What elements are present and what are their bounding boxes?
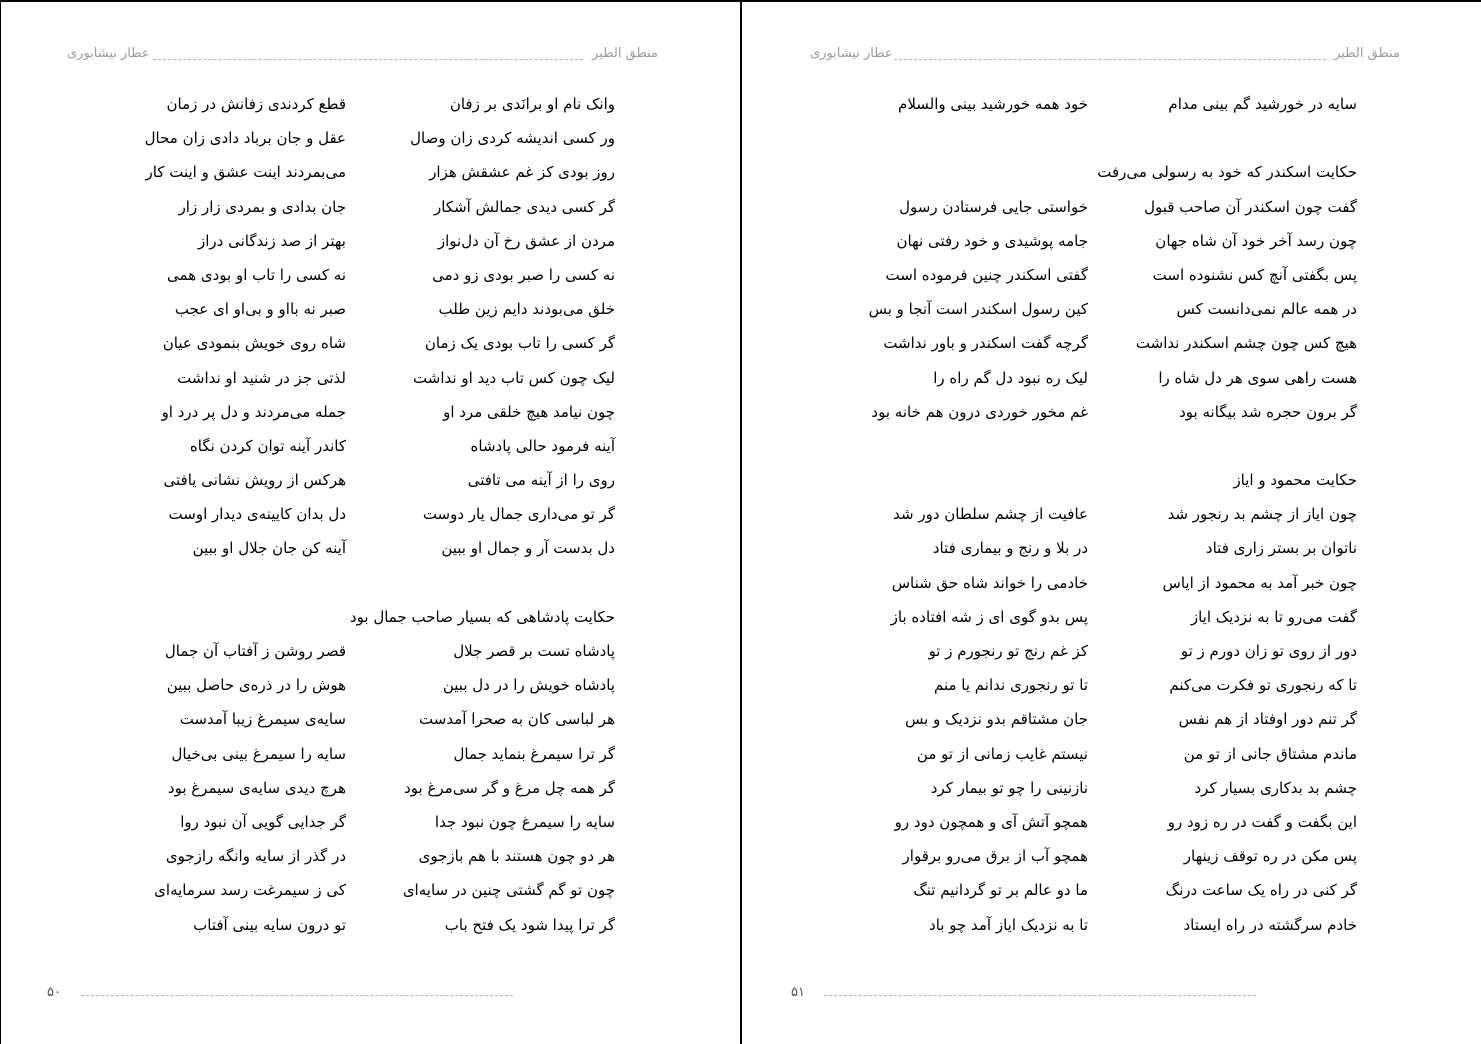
couplet bbox=[742, 396, 1481, 430]
hemistich-second: نیستم غایب زمانی از تو من bbox=[916, 744, 1088, 763]
section-heading: حکایت اسکندر که خود به رسولی می‌رفت bbox=[1097, 163, 1357, 182]
hemistich-first: هر لباسی کان به صحرا آمدست bbox=[419, 710, 615, 729]
page-left bbox=[0, 0, 740, 1044]
couplet bbox=[1, 703, 740, 737]
couplet bbox=[1, 259, 740, 293]
section-heading: حکایت پادشاهی که بسیار صاحب جمال بود bbox=[349, 607, 615, 626]
hemistich-second: هرچ دیدی سایه‌ی سیمرغ بود bbox=[167, 778, 346, 797]
hemistich-first: دل بدست آر و جمال او ببین bbox=[441, 539, 615, 558]
hemistich-first: گر ترا سیمرغ بنماید جمال bbox=[453, 744, 615, 763]
poem-body bbox=[1, 88, 740, 943]
couplet bbox=[742, 362, 1481, 396]
hemistich-second: کی ز سیمرغت رسد سرمایه‌ای bbox=[154, 881, 346, 900]
hemistich-first: روی را از آینه می تافتی bbox=[467, 471, 615, 490]
hemistich-first: خلق می‌بودند دایم زین طلب bbox=[438, 300, 615, 319]
hemistich-second: نازنینی را چو تو بیمار کرد bbox=[930, 778, 1088, 797]
hemistich-second: گرچه گفت اسکندر و باور نداشت bbox=[883, 334, 1088, 353]
section-heading: حکایت محمود و ایاز bbox=[1233, 471, 1357, 490]
couplet bbox=[742, 567, 1481, 601]
hemistich-first: گر کنی در راه یک ساعت درنگ bbox=[1165, 881, 1357, 900]
hemistich-second: شاه روی خویش بنمودی عیان bbox=[162, 334, 346, 353]
hemistich-first: گر ترا پیدا شود یک فتح باب bbox=[444, 915, 615, 934]
hemistich-first: گر کسی را تاب بودی یک زمان bbox=[424, 334, 615, 353]
hemistich-first: هیچ کس چون چشم اسکندر نداشت bbox=[1135, 334, 1357, 353]
hemistich-first: پادشاه تست بر قصر جلال bbox=[453, 642, 615, 660]
page-header bbox=[1, 46, 740, 68]
hemistich-second: لذتی جز در شنید او نداشت bbox=[177, 368, 346, 387]
hemistich-first: پادشاه خویش را در دل ببین bbox=[442, 676, 615, 695]
couplet bbox=[742, 225, 1481, 259]
section-heading-row bbox=[742, 156, 1481, 190]
footer-divider bbox=[824, 995, 1256, 996]
couplet bbox=[1, 430, 740, 464]
hemistich-second: خود همه خورشید بینی والسلام bbox=[898, 95, 1088, 113]
hemistich-second: جمله می‌مردند و دل پر درد او bbox=[161, 402, 346, 421]
hemistich-second: جان مشتاقم بدو نزدیک و بس bbox=[905, 710, 1088, 729]
couplet bbox=[1, 225, 740, 259]
page-right bbox=[740, 0, 1481, 1044]
poem-body bbox=[742, 88, 1481, 943]
couplet bbox=[1, 362, 740, 396]
couplet bbox=[742, 532, 1481, 566]
hemistich-first: چون ایاز از چشم بد رنجور شد bbox=[1167, 505, 1357, 524]
hemistich-second: هوش را در ذره‌ی حاصل ببین bbox=[166, 676, 346, 695]
couplet bbox=[1, 327, 740, 361]
hemistich-first: گفت چون اسکندر آن صاحب قبول bbox=[1144, 197, 1357, 216]
hemistich-second: نه کسی را تاب او بودی همی bbox=[167, 265, 346, 284]
hemistich-first: ور کسی اندیشه کردی زان وصال bbox=[410, 129, 615, 148]
couplet bbox=[1, 874, 740, 908]
couplet bbox=[742, 191, 1481, 225]
hemistich-second: سایه را سیمرغ بینی بی‌خیال bbox=[171, 744, 346, 763]
hemistich-second: گفتی اسکندر چنین فرموده است bbox=[885, 265, 1088, 284]
hemistich-second: قصر روشن ز آفتاب آن جمال bbox=[164, 642, 346, 660]
hemistich-first: این بگفت و گفت در ره زود رو bbox=[1167, 812, 1357, 831]
hemistich-first: چون رسد آخر خود آن شاه جهان bbox=[1155, 231, 1357, 250]
hemistich-second: کین رسول اسکندر است آنجا و بس bbox=[868, 300, 1088, 319]
couplet bbox=[742, 738, 1481, 772]
hemistich-second: آینه کن جان جلال او ببین bbox=[192, 539, 346, 558]
hemistich-second: کز غم رنج تو رنجورم ز تو bbox=[928, 642, 1088, 660]
author-name: عطار نیشابوری bbox=[67, 46, 150, 61]
hemistich-second: لیک ره نبود دل گم راه را bbox=[933, 368, 1088, 387]
page-header bbox=[742, 46, 1481, 68]
hemistich-first: پس بگفتی آنچ کس نشنوده است bbox=[1152, 265, 1357, 284]
page-footer bbox=[1, 985, 740, 1005]
hemistich-first: گر کسی دیدی جمالش آشکار bbox=[433, 197, 615, 216]
couplet bbox=[742, 703, 1481, 737]
couplet bbox=[1, 532, 740, 566]
spacer bbox=[1, 567, 740, 601]
hemistich-first: در همه عالم نمی‌دانست کس bbox=[1176, 300, 1357, 319]
couplet bbox=[1, 635, 740, 669]
header-divider bbox=[894, 59, 1326, 60]
author-name: عطار نیشابوری bbox=[810, 46, 893, 61]
hemistich-second: هرکس از رویش نشانی یافتی bbox=[163, 471, 346, 490]
hemistich-first: آینه فرمود حالی پادشاه bbox=[470, 436, 615, 455]
couplet bbox=[1, 396, 740, 430]
couplet bbox=[742, 909, 1481, 943]
hemistich-first: گر تنم دور اوفتاد از هم نفس bbox=[1178, 710, 1357, 729]
hemistich-first: دور از روی تو زان دورم ز تو bbox=[1180, 642, 1357, 660]
hemistich-second: پس بدو گوی ای ز شه افتاده باز bbox=[890, 607, 1088, 626]
hemistich-first: نه کسی را صبر بودی زو دمی bbox=[432, 265, 615, 284]
couplet bbox=[1, 293, 740, 327]
hemistich-second: دل بدان کایینه‌ی دیدار اوست bbox=[168, 505, 346, 524]
couplet bbox=[1, 122, 740, 156]
hemistich-second: سایه‌ی سیمرغ زیبا آمدست bbox=[179, 710, 346, 729]
couplet bbox=[1, 669, 740, 703]
hemistich-first: لیک چون کس تاب دید او نداشت bbox=[413, 368, 615, 387]
hemistich-first: هر دو چون هستند با هم بازجوی bbox=[418, 847, 615, 866]
hemistich-first: گر تو می‌داری جمال یار دوست bbox=[422, 505, 615, 524]
hemistich-second: جامه پوشیدی و خود رفتی نهان bbox=[896, 231, 1088, 250]
hemistich-first: چون تو گم گشتی چنین در سایه‌ای bbox=[402, 881, 615, 900]
couplet bbox=[742, 498, 1481, 532]
hemistich-second: جان بدادی و بمردی زار زار bbox=[178, 197, 346, 216]
footer-divider bbox=[81, 995, 513, 996]
hemistich-first: ناتوان بر بستر زاری فتاد bbox=[1205, 539, 1357, 558]
couplet bbox=[742, 259, 1481, 293]
hemistich-second: قطع کردندی زفانش در زمان bbox=[166, 95, 346, 113]
book-title: منطق الطیر bbox=[592, 46, 658, 61]
hemistich-first: سایه در خورشید گم بینی مدام bbox=[1168, 95, 1357, 113]
hemistich-second: کاندر آینه توان کردن نگاه bbox=[189, 436, 346, 455]
section-heading-row bbox=[1, 601, 740, 635]
hemistich-second: عافیت از چشم سلطان دور شد bbox=[893, 505, 1088, 524]
couplet bbox=[1, 909, 740, 943]
couplet bbox=[1, 464, 740, 498]
couplet bbox=[742, 669, 1481, 703]
couplet bbox=[1, 840, 740, 874]
couplet bbox=[742, 293, 1481, 327]
hemistich-second: خواستی جایی فرستادن رسول bbox=[899, 197, 1088, 216]
hemistich-first: پس مکن در ره توقف زینهار bbox=[1183, 847, 1357, 866]
hemistich-second: صبر نه بااو و بی‌او ای عجب bbox=[174, 300, 346, 319]
section-heading-row bbox=[742, 464, 1481, 498]
hemistich-first: چشم بد بدکاری بسیار کرد bbox=[1194, 778, 1357, 797]
couplet bbox=[742, 772, 1481, 806]
couplet bbox=[1, 806, 740, 840]
hemistich-first: گفت می‌رو تا به نزدیک ایاز bbox=[1190, 607, 1357, 626]
couplet bbox=[1, 772, 740, 806]
hemistich-first: روز بودی کز غم عشقش هزار bbox=[429, 163, 615, 182]
couplet bbox=[742, 88, 1481, 122]
spacer bbox=[742, 122, 1481, 156]
couplet bbox=[1, 156, 740, 190]
hemistich-second: می‌بمردند اینت عشق و اینت کار bbox=[145, 163, 346, 182]
hemistich-second: تو درون سایه بینی آفتاب bbox=[193, 915, 346, 934]
hemistich-first: خادم سرگشته در راه ایستاد bbox=[1183, 915, 1357, 934]
hemistich-first: وانک نام او برانَدی بر زفان bbox=[449, 95, 615, 113]
couplet bbox=[742, 840, 1481, 874]
hemistich-first: سایه را سیمرغ چون نبود جدا bbox=[434, 812, 615, 831]
hemistich-first: ماندم مشتاق جانی از تو من bbox=[1183, 744, 1357, 763]
hemistich-second: عقل و جان برباد دادی زان محال bbox=[144, 129, 346, 148]
page-number: ۵۰ bbox=[47, 985, 61, 1000]
page-footer bbox=[742, 985, 1481, 1005]
hemistich-second: خادمی را خواند شاه حق شناس bbox=[891, 573, 1088, 592]
hemistich-second: گر جدایی گویی آن نبود روا bbox=[180, 812, 346, 831]
couplet bbox=[742, 806, 1481, 840]
hemistich-second: غم مخور خوردی درون هم خانه بود bbox=[871, 402, 1088, 421]
couplet bbox=[1, 191, 740, 225]
hemistich-second: در بلا و رنج و بیماری فتاد bbox=[932, 539, 1088, 558]
hemistich-first: هست راهی سوی هر دل شاه را bbox=[1158, 368, 1357, 387]
hemistich-second: تا تو رنجوری ندانم یا منم bbox=[933, 676, 1088, 695]
hemistich-second: همچو آب از برق می‌رو برقوار bbox=[902, 847, 1088, 866]
page-number: ۵۱ bbox=[791, 985, 805, 1000]
spacer bbox=[742, 430, 1481, 464]
hemistich-first: چون نیامد هیچ خلقی مرد او bbox=[443, 402, 615, 421]
couplet bbox=[742, 327, 1481, 361]
hemistich-second: تا به نزدیک ایاز آمد چو باد bbox=[929, 915, 1088, 934]
couplet bbox=[742, 635, 1481, 669]
hemistich-second: ما دو عالم بر تو گردانیم تنگ bbox=[913, 881, 1088, 900]
hemistich-second: همچو آتش آی و همچون دود رو bbox=[894, 812, 1088, 831]
book-title: منطق الطیر bbox=[1334, 46, 1400, 61]
couplet bbox=[742, 601, 1481, 635]
hemistich-first: تا که رنجوری تو فکرت می‌کنم bbox=[1169, 676, 1357, 695]
header-divider bbox=[153, 59, 583, 60]
couplet bbox=[1, 738, 740, 772]
hemistich-second: بهتر از صد زندگانی دراز bbox=[197, 231, 346, 250]
couplet bbox=[1, 498, 740, 532]
couplet bbox=[1, 88, 740, 122]
hemistich-first: مردن از عشق رخ آن دل‌نواز bbox=[437, 231, 615, 250]
hemistich-first: گر همه چل مرغ و گر سی‌مرغ بود bbox=[404, 778, 615, 797]
hemistich-second: در گذر از سایه وانگه رازجوی bbox=[165, 847, 346, 866]
hemistich-first: چون خبر آمد به محمود از ایاس bbox=[1162, 573, 1357, 592]
couplet bbox=[742, 874, 1481, 908]
hemistich-first: گر برون حجره شد بیگانه بود bbox=[1179, 402, 1357, 421]
